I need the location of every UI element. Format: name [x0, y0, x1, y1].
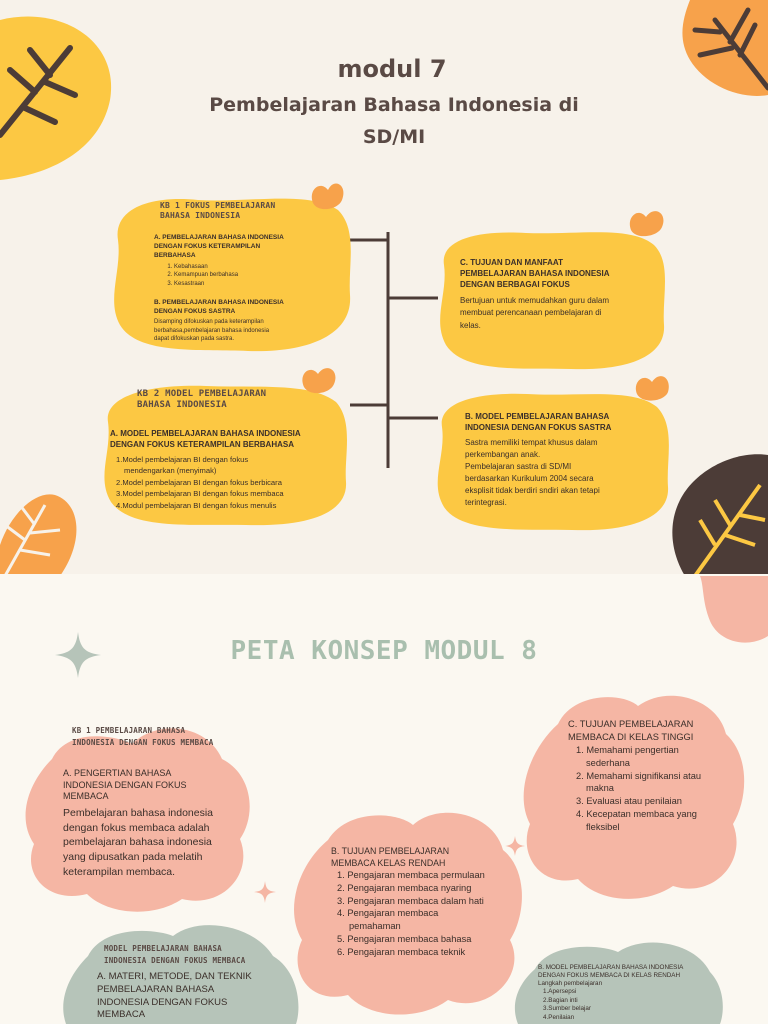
list-item: 1. Memahami pengertian [576, 745, 679, 755]
b-text: Sastra memiliki tempat khusus dalam perkembangan anak. Pembelajaran sastra di SD/MI berdasarkan Kurikulum 2004 secara eksplisit tidak berdiri sndiri akan tetapi terintegrasi. [465, 438, 600, 507]
c-title-modul8: C. TUJUAN PEMBELAJARAN MEMBACA DI KELAS TINGGI [568, 719, 694, 742]
list-item: 1.Model pembelajaran BI dengan fokus [116, 455, 249, 464]
list-item: 3. Evaluasi atau penilaian [576, 796, 682, 807]
list-item: 6. Pengajaran membaca teknik [337, 946, 466, 957]
kb1-a-list [160, 263, 238, 288]
a-title-modul8: A. PENGERTIAN BAHASA INDONESIA DENGAN FOKUS MEMBACA [63, 768, 187, 802]
slide1-subtitle-line1: Pembelajaran Bahasa Indonesia di [209, 94, 579, 116]
c-text: Bertujuan untuk memudahkan guru dalam membuat perencanaan pembelajaran di kelas. [460, 296, 609, 330]
list-item: 3. Kesastraan [174, 280, 238, 288]
list-item: 4. Pengajaran membaca [337, 908, 439, 919]
list-item: 1. Kebahasaan [174, 263, 238, 271]
orange-leaf-bottom-left-icon [0, 485, 95, 576]
kb1-b-text: Disamping difokuskan pada keterampilan berbahasa,pembelajaran bahasa indonesia dapat difokuskan pada sastra. [154, 319, 270, 343]
list-item: 2.Model pembelajaran BI dengan fokus berbicara [116, 477, 282, 487]
slide1-title: modul 7 [337, 55, 447, 83]
kb2-list [116, 454, 284, 511]
bkr-list [543, 988, 591, 1022]
list-item: 3. Pengajaran membaca dalam hati [337, 895, 484, 906]
a-text-modul8: Pembelajaran bahasa indonesia dengan fokus membaca adalah pembelajaran bahasa indonesia yang dipusatkan pada melatih keterampilan membaca. [63, 807, 214, 878]
kb1-heading-modul8: KB 1 PEMBELAJARAN BAHASA INDONESIA DENGAN FOKUS MEMBACA [72, 726, 214, 747]
list-item: 4. Kecepatan membaca yang [576, 809, 697, 820]
list-item: 2. Pengajaran membaca nyaring [337, 882, 472, 893]
list-item: 2.Bagian inti [543, 996, 578, 1004]
model-heading: MODEL PEMBELAJARAN BAHASA INDONESIA DENGAN FOKUS MEMBACA [104, 944, 246, 965]
small-sparkle-icon [254, 881, 276, 903]
list-item: pemahaman [349, 921, 401, 932]
list-item: 1. Pengajaran membaca permulaan [337, 870, 485, 880]
bkr-title: B. MODEL PEMBELAJARAN BAHASA INDONESIA DENGAN FOKUS MEMBACA DI KELAS RENDAH Langkah pembelajaran [538, 964, 684, 988]
list-item: 2. Kemampuan berbahasa [174, 271, 238, 279]
list-item: 5. Pengajaran membaca bahasa [337, 934, 472, 945]
list-item: 3.Sumber belajar [543, 1005, 591, 1012]
b-list-modul8 [337, 869, 485, 959]
kb2-a-title: A. MODEL PEMBELAJARAN BAHASA INDONESIA DENGAN FOKUS KETERAMPILAN BERBAHASA [110, 429, 301, 449]
list-item: makna [586, 783, 614, 794]
list-item: fleksibel [586, 821, 620, 832]
list-item: 2. Memahami signifikansi atau [576, 770, 702, 781]
kb1-b-title: B. PEMBELAJARAN BAHASA INDONESIA DENGAN FOKUS SASTRA [154, 299, 284, 315]
slide2-title: PETA KONSEP MODUL 8 [230, 636, 538, 666]
c-title: C. TUJUAN DAN MANFAAT PEMBELAJARAN BAHASA INDONESIA DENGAN BERBAGAI FOKUS [460, 258, 610, 290]
b-title-modul8: B. TUJUAN PEMBELAJARAN MEMBACA KELAS RENDAH [331, 846, 450, 868]
list-item: 3.Model pembelajaran BI dengan fokus membaca [116, 489, 284, 499]
list-item: 4.Penilaian [543, 1013, 575, 1021]
kb1-a-title: A. PEMBELAJARAN BAHASA INDONESIA DENGAN FOKUS KETERAMPILAN BERBAHASA [154, 234, 284, 259]
slide-modul-8 [0, 576, 768, 1024]
kb1-heading: KB 1 FOKUS PEMBELAJARAN BAHASA INDONESIA [160, 201, 276, 220]
list-item: 4.Modul pembelajaran BI dengan fokus menulis [116, 500, 277, 510]
model-a-title: A. MATERI, METODE, DAN TEKNIK PEMBELAJARAN BAHASA INDONESIA DENGAN FOKUS MEMBACA [97, 971, 252, 1021]
c-list-modul8 [576, 744, 701, 834]
list-item: mendengarkan (menyimak) [124, 466, 217, 476]
b-title: B. MODEL PEMBELAJARAN BAHASA INDONESIA DENGAN FOKUS SASTRA [465, 412, 612, 433]
kb2-heading: KB 2 MODEL PEMBELAJARAN BAHASA INDONESIA [137, 389, 267, 410]
slide1-subtitle-line2: SD/MI [362, 126, 426, 148]
list-item: 1.Apersepsi [543, 988, 577, 995]
list-item: sederhana [586, 757, 630, 768]
